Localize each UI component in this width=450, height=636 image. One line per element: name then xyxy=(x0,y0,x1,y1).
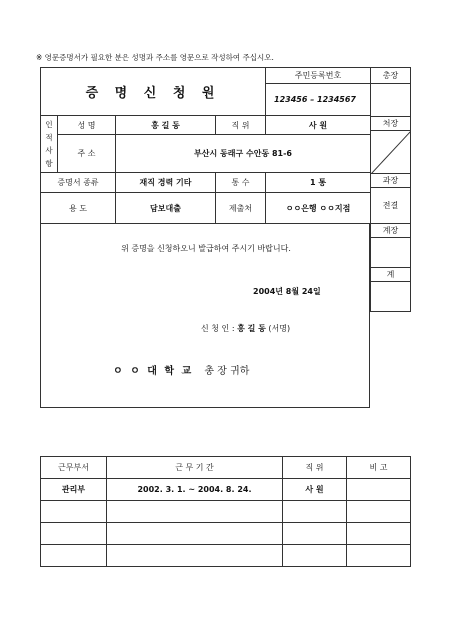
approval-president-box xyxy=(371,84,411,117)
address-label: 주 소 xyxy=(58,135,116,173)
table-row xyxy=(41,501,411,523)
approval-dept-head-box xyxy=(371,131,411,174)
request-sentence: 위 증명을 신청하오니 발급하여 주시기 바랍니다. xyxy=(121,244,291,253)
applicant-info-label: 인 적 사 항 xyxy=(41,116,58,173)
header-remarks: 비 고 xyxy=(347,457,411,479)
school-name: ㅇ ㅇ 대 학 교 xyxy=(113,366,194,377)
cell-department: 관리부 xyxy=(41,479,107,501)
approval-clerk-label: 계 xyxy=(371,268,411,282)
table-row xyxy=(41,479,411,501)
approval-staff-label: 계장 xyxy=(371,224,411,238)
cell-position xyxy=(283,523,347,545)
application-date: 2004년 8월 24일 xyxy=(253,287,321,296)
cell-remarks xyxy=(347,545,411,567)
cell-department xyxy=(41,523,107,545)
applicant-line-sign: (서명) xyxy=(268,324,291,333)
copies-label: 통 수 xyxy=(216,173,266,193)
purpose-label: 용 도 xyxy=(41,193,116,224)
table-row xyxy=(41,523,411,545)
approval-section-chief-label: 과장 xyxy=(371,174,411,188)
submit-to-value: ㅇㅇ은행 ㅇㅇ지점 xyxy=(266,193,371,224)
cell-position: 사 원 xyxy=(283,479,347,501)
certificate-type-label: 증명서 종류 xyxy=(41,173,116,193)
instruction-note: ※ 영문증명서가 필요한 분은 성명과 주소를 영문으로 작성하여 주십시오. xyxy=(36,53,274,62)
cell-remarks xyxy=(347,523,411,545)
diagonal-line-icon xyxy=(371,131,411,174)
approval-dept-head-label: 처장 xyxy=(371,117,411,131)
applicant-line-name: 홍 길 동 xyxy=(237,324,266,333)
work-table-header-row xyxy=(41,457,411,479)
header-position: 직 위 xyxy=(283,457,347,479)
position-label: 직 위 xyxy=(216,116,266,135)
cell-department xyxy=(41,501,107,523)
certificate-type-value: 재직 경력 기타 xyxy=(116,173,216,193)
approval-decision-text: 전결 xyxy=(371,188,411,224)
approval-clerk-box xyxy=(371,282,411,312)
header-period: 근 무 기 간 xyxy=(107,457,283,479)
resident-number-value: 123456 – 1234567 xyxy=(266,84,371,116)
approval-president-label: 총장 xyxy=(371,68,411,84)
name-label: 성 명 xyxy=(58,116,116,135)
addressee-line xyxy=(113,362,249,377)
cell-position xyxy=(283,501,347,523)
cell-period xyxy=(107,523,283,545)
cell-remarks xyxy=(347,501,411,523)
table-row xyxy=(41,545,411,567)
form-title: 증 명 신 청 원 xyxy=(41,68,266,116)
cell-department xyxy=(41,545,107,567)
submit-to-label: 제출처 xyxy=(216,193,266,224)
resident-number-label: 주민등록번호 xyxy=(266,68,371,84)
application-body xyxy=(40,223,370,408)
cell-period: 2002. 3. 1. ~ 2004. 8. 24. xyxy=(107,479,283,501)
cell-period xyxy=(107,545,283,567)
work-history-table xyxy=(40,456,411,567)
school-suffix: 총 장 귀하 xyxy=(204,366,250,377)
cell-period xyxy=(107,501,283,523)
applicant-line-label: 신 청 인 : xyxy=(201,324,235,333)
name-value: 홍 길 동 xyxy=(116,116,216,135)
header-department: 근무부서 xyxy=(41,457,107,479)
application-form-table xyxy=(40,67,371,224)
purpose-value: 담보대출 xyxy=(116,193,216,224)
position-value: 사 원 xyxy=(266,116,371,135)
cell-position xyxy=(283,545,347,567)
applicant-signature-line xyxy=(201,323,290,334)
copies-value: 1 통 xyxy=(266,173,371,193)
approval-column xyxy=(370,67,411,312)
approval-staff-box xyxy=(371,238,411,268)
address-value: 부산시 동래구 수안동 81-6 xyxy=(116,135,371,173)
cell-remarks xyxy=(347,479,411,501)
